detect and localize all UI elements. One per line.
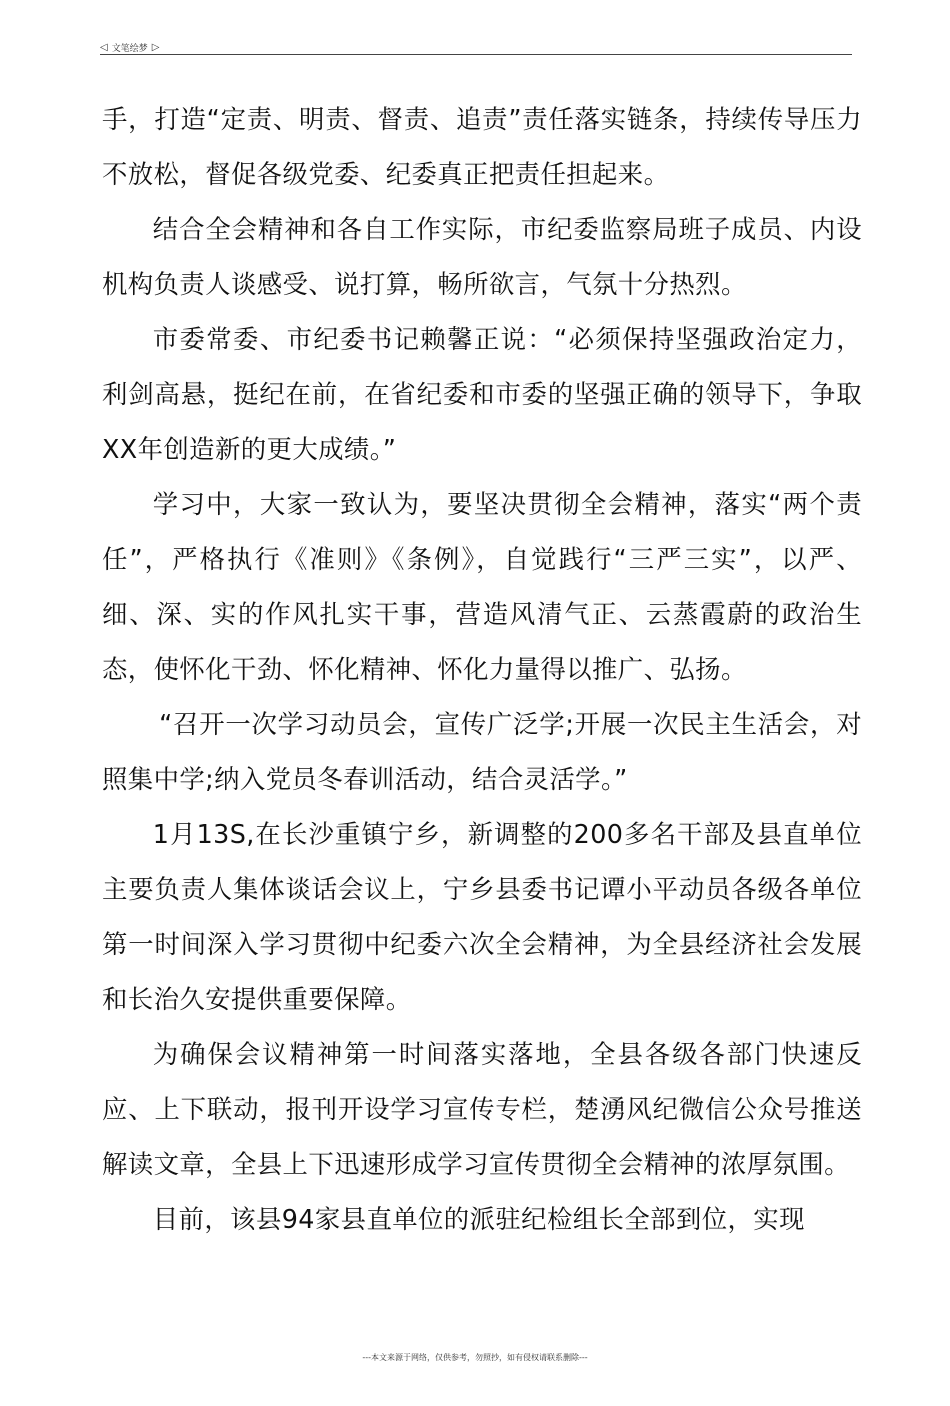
document-body	[102, 92, 862, 1247]
paragraph-1: 手，打造“定责、明责、督责、追责”责任落实链条，持续传导压力不放松，督促各级党委、纪委真正把责任担起来。	[102, 104, 862, 189]
paragraph-2: 结合全会精神和各自工作实际，市纪委监察局班子成员、内设机构负责人谈感受、说打算，畅所欲言，气氛十分热烈。	[102, 214, 862, 299]
paragraph-4: 学习中，大家一致认为，要坚决贯彻全会精神，落实“两个责任”，严格执行《准则》《条例》，自觉践行“三严三实”，以严、细、深、实的作风扎实干事，营造风清气正、云蒸霞蔚的政治生态，使怀化干劲、怀化精神、怀化力量得以推广、弘扬。	[102, 489, 862, 684]
header-divider	[100, 54, 852, 55]
left-triangle-icon: ◁	[100, 41, 108, 53]
paragraph-6: 1月13S,在长沙重镇宁乡，新调整的200多名干部及县直单位主要负责人集体谈话会议上，宁乡县委书记谭小平动员各级各单位第一时间深入学习贯彻中纪委六次全会精神，为全县经济社会发展和长治久安提供重要保障。	[102, 819, 862, 1014]
paragraph-7: 为确保会议精神第一时间落实落地，全县各级各部门快速反应、上下联动，报刊开设学习宣传专栏，楚湧风纪微信公众号推送解读文章，全县上下迅速形成学习宣传贯彻全会精神的浓厚氛围。	[102, 1039, 862, 1179]
paragraph-5: “召开一次学习动员会，宣传广泛学;开展一次民主生活会，对照集中学;纳入党员冬春训活动，结合灵活学。”	[102, 709, 862, 794]
paragraph-8: 目前，该县94家县直单位的派驻纪检组长全部到位，实现	[152, 1204, 805, 1234]
header-title: 文笔绘梦	[111, 43, 148, 54]
right-triangle-icon: ▷	[151, 41, 160, 53]
page-footer: ---本文来源于网络，仅供参考，勿照抄，如有侵权请联系删除---	[362, 1353, 588, 1362]
paragraph-3: 市委常委、市纪委书记赖馨正说：“必须保持坚强政治定力，利剑高悬，挺纪在前，在省纪委和市委的坚强正确的领导下，争取XX年创造新的更大成绩。”	[102, 324, 862, 464]
